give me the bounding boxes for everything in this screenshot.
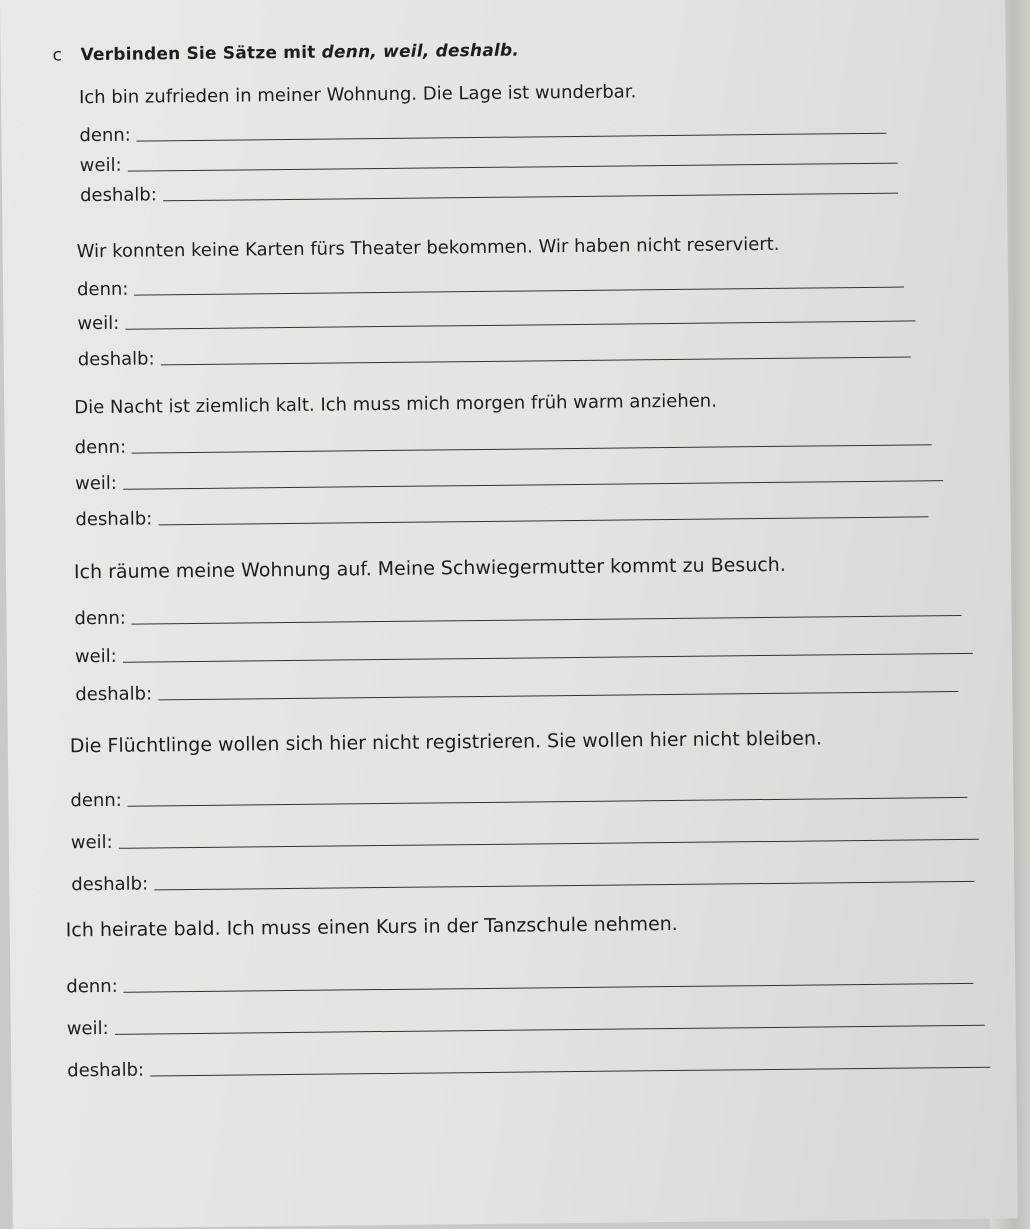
task-3 xyxy=(74,388,943,530)
answer-line[interactable] xyxy=(154,880,974,891)
task-sentence: Ich räume meine Wohnung auf. Meine Schwiegermutter kommt zu Besuch. xyxy=(73,553,786,584)
task-1 xyxy=(79,79,898,207)
answer-row-deshalb xyxy=(75,485,943,530)
answer-row-deshalb xyxy=(78,325,916,370)
answer-label: weil: xyxy=(74,472,118,495)
answer-label: weil: xyxy=(74,645,117,668)
answer-row-deshalb xyxy=(67,1030,990,1082)
exercise-title: Verbinden Sie Sätze mit xyxy=(80,42,322,66)
answer-label: weil: xyxy=(77,312,120,335)
answer-label: deshalb: xyxy=(71,873,149,896)
answer-label: deshalb: xyxy=(75,683,153,706)
answer-line[interactable] xyxy=(158,515,928,525)
task-4 xyxy=(74,552,973,705)
answer-label: weil: xyxy=(70,831,113,854)
answer-row-deshalb xyxy=(75,658,973,705)
task-sentence: Ich heirate bald. Ich muss einen Kurs in der Tanzschule nehmen. xyxy=(65,912,678,942)
task-5 xyxy=(70,726,980,895)
exercise-title-conjunctions: denn, weil, deshalb. xyxy=(321,40,520,63)
answer-label: deshalb: xyxy=(75,508,153,531)
answer-label: deshalb: xyxy=(77,348,155,371)
task-sentence: Wir konnten keine Karten fürs Theater bekommen. Wir haben nicht reserviert. xyxy=(76,233,780,263)
exercise-label: c xyxy=(52,45,63,66)
answer-label: denn: xyxy=(74,607,126,630)
answer-line[interactable] xyxy=(158,690,958,700)
task-6 xyxy=(66,910,990,1082)
answer-label: deshalb: xyxy=(79,184,157,207)
answer-label: weil: xyxy=(66,1017,109,1040)
answer-label: denn: xyxy=(79,124,131,147)
answer-label: denn: xyxy=(74,436,127,459)
answer-label: denn: xyxy=(66,975,118,998)
answer-line[interactable] xyxy=(161,355,911,365)
exercise-heading xyxy=(52,41,519,66)
answer-row-deshalb xyxy=(71,844,979,896)
answer-line[interactable] xyxy=(163,192,898,202)
answer-label: deshalb: xyxy=(67,1059,145,1082)
answer-label: weil: xyxy=(79,154,122,177)
answer-label: denn: xyxy=(70,789,122,812)
answer-label: denn: xyxy=(76,278,129,301)
answer-line[interactable] xyxy=(150,1066,990,1077)
task-sentence: Die Nacht ist ziemlich kalt. Ich muss mich morgen früh warm anziehen. xyxy=(74,390,717,419)
task-sentence: Die Flüchtlinge wollen sich hier nicht registrieren. Sie wollen hier nicht bleiben. xyxy=(69,727,823,758)
task-2 xyxy=(77,232,916,370)
task-sentence: Ich bin zufrieden in meiner Wohnung. Die Lage ist wunderbar. xyxy=(78,81,637,109)
